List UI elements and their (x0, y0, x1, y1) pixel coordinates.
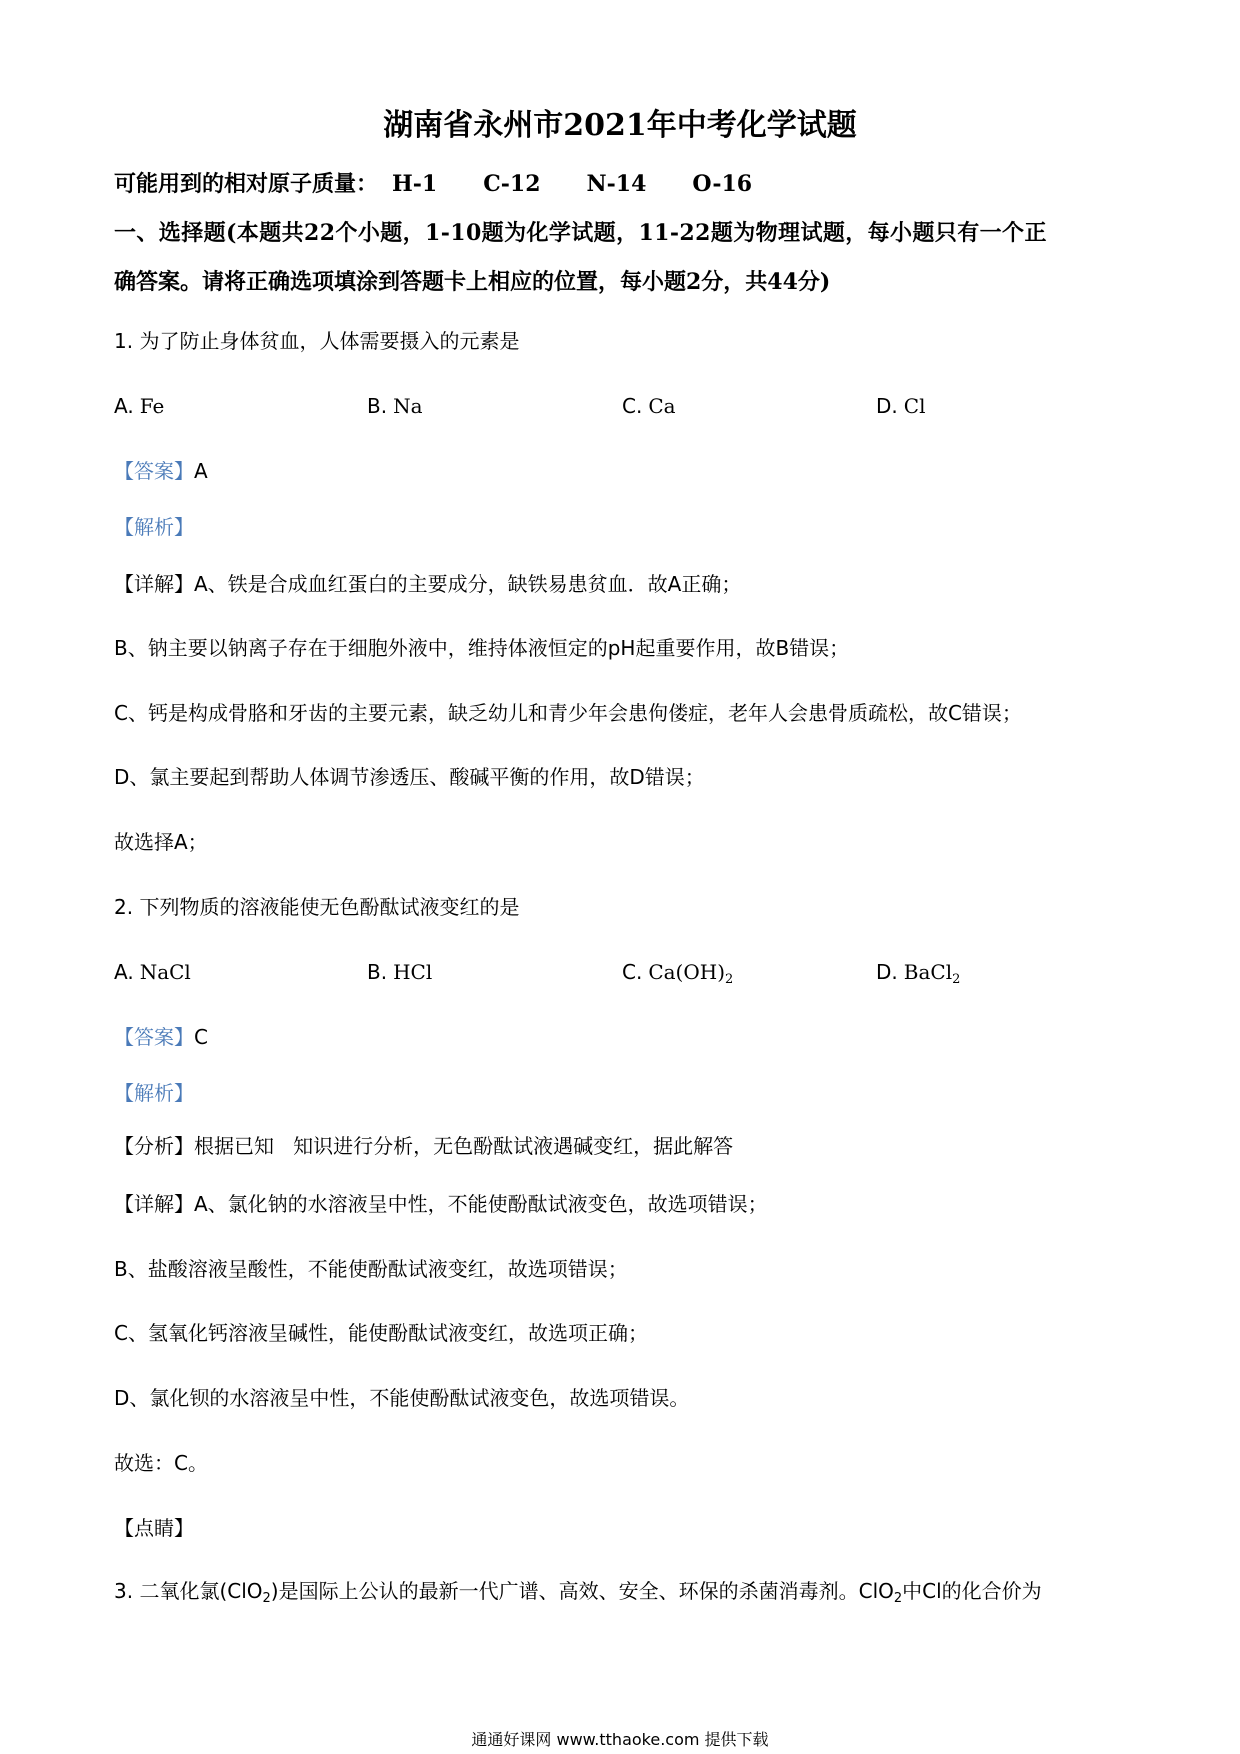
q1-detail-a: 【详解】A、铁是合成血红蛋白的主要成分，缺铁易患贫血．故A正确； (114, 572, 742, 596)
q2-analysis: 【分析】根据已知 知识进行分析，无色酚酞试液遇碱变红，据此解答 (114, 1134, 734, 1158)
q3-subscript1: 2 (262, 1591, 271, 1606)
q1-answer-value: A (194, 459, 208, 483)
atomic-mass-line (114, 169, 798, 199)
q1-option-d (876, 391, 925, 421)
q2-comment-label: 【点睛】 (114, 1516, 194, 1540)
q1-option-c (622, 391, 676, 421)
q3-subscript2: 2 (893, 1591, 903, 1606)
q1-option-a-letter: A. (114, 394, 134, 418)
q2-option-b (367, 957, 432, 987)
q2-option-d-letter: D. (876, 960, 898, 984)
q1-detail-b: B、钠主要以钠离子存在于细胞外液中，维持体液恒定的pH起重要作用，故B错误； (114, 636, 850, 660)
q2-option-d-value (903, 960, 961, 987)
q2-options (114, 957, 1154, 987)
q2-option-b-letter: B. (367, 960, 388, 984)
q1-option-a (114, 391, 164, 421)
section-header-line1: 一、选择题(本题共22个小题，1-10题为化学试题，11-22题为物理试题，每小题只有一个正 (114, 220, 1047, 246)
q1-answer (114, 456, 208, 486)
q2-option-d (876, 957, 960, 995)
q1-question: 1. 为了防止身体贫血，人体需要摄入的元素是 (114, 329, 520, 353)
q1-option-c-value: Ca (648, 394, 676, 418)
q2-option-c-value (648, 960, 734, 987)
q2-conclusion: 故选：C。 (114, 1451, 208, 1475)
q1-options (114, 391, 1154, 421)
q2-option-a (114, 957, 191, 987)
q2-option-a-letter: A. (114, 960, 134, 984)
q1-detail-d: D、氯主要起到帮助人体调节渗透压、酸碱平衡的作用，故D错误； (114, 765, 705, 789)
q1-detail-c: C、钙是构成骨胳和牙齿的主要元素，缺乏幼儿和青少年会患佝偻症，老年人会患骨质疏松，故C错误； (114, 701, 1022, 725)
q2-option-d-subscript: 2 (952, 972, 961, 987)
q2-detail-d: D、氯化钡的水溶液呈中性，不能使酚酞试液变色，故选项错误。 (114, 1386, 690, 1410)
q1-option-b (367, 391, 423, 421)
q2-detail-c: C、氢氧化钙溶液呈碱性，能使酚酞试液变红，故选项正确； (114, 1321, 648, 1345)
q2-detail-a: 【详解】A、氯化钠的水溶液呈中性，不能使酚酞试液变色，故选项错误； (114, 1192, 768, 1216)
q2-option-d-formula: BaCl (903, 960, 953, 984)
q1-conclusion: 故选择A； (114, 830, 208, 854)
q2-option-c-formula: Ca(OH) (648, 960, 725, 984)
q1-analysis-label: 【解析】 (114, 515, 194, 539)
section-header-line2: 确答案。请将正确选项填涂到答题卡上相应的位置，每小题2分，共44分) (114, 269, 831, 295)
q2-answer (114, 1022, 208, 1052)
q2-question: 2. 下列物质的溶液能使无色酚酞试液变红的是 (114, 895, 520, 919)
atomic-mass-o: O-16 (692, 171, 753, 197)
q3-text-part1: 3. 二氧化氯(ClO (114, 1579, 263, 1603)
atomic-mass-h: H-1 (392, 171, 438, 197)
q1-option-d-value: Cl (903, 394, 926, 418)
atomic-mass-n: N-14 (586, 171, 647, 197)
q1-option-d-letter: D. (876, 394, 898, 418)
q2-option-c (622, 957, 733, 995)
q2-answer-label: 【答案】 (114, 1025, 194, 1049)
q1-option-b-value: Na (393, 394, 423, 418)
q2-analysis-label: 【解析】 (114, 1081, 194, 1105)
q3-question (114, 1576, 1042, 1614)
page-title: 湖南省永州市2021年中考化学试题 (383, 108, 857, 143)
footer-watermark: 通通好课网 www.tthaoke.com 提供下载 (471, 1730, 769, 1749)
atomic-mass-label: 可能用到的相对原子质量： (114, 171, 379, 197)
q2-option-b-value: HCl (393, 960, 433, 984)
q2-option-a-value: NaCl (139, 960, 191, 984)
q3-text-part2: )是国际上公认的最新一代广谱、高效、安全、环保的杀菌消毒剂。ClO (270, 1579, 894, 1603)
q1-option-c-letter: C. (622, 394, 643, 418)
q1-option-a-value: Fe (139, 394, 165, 418)
q1-option-b-letter: B. (367, 394, 388, 418)
q2-detail-b: B、盐酸溶液呈酸性，不能使酚酞试液变红，故选项错误； (114, 1257, 628, 1281)
q2-option-c-subscript: 2 (725, 972, 734, 987)
q2-answer-value: C (194, 1025, 208, 1049)
q1-answer-label: 【答案】 (114, 459, 194, 483)
atomic-mass-c: C-12 (483, 171, 541, 197)
q3-text-part3: 中Cl的化合价为 (902, 1579, 1042, 1603)
q2-option-c-letter: C. (622, 960, 643, 984)
